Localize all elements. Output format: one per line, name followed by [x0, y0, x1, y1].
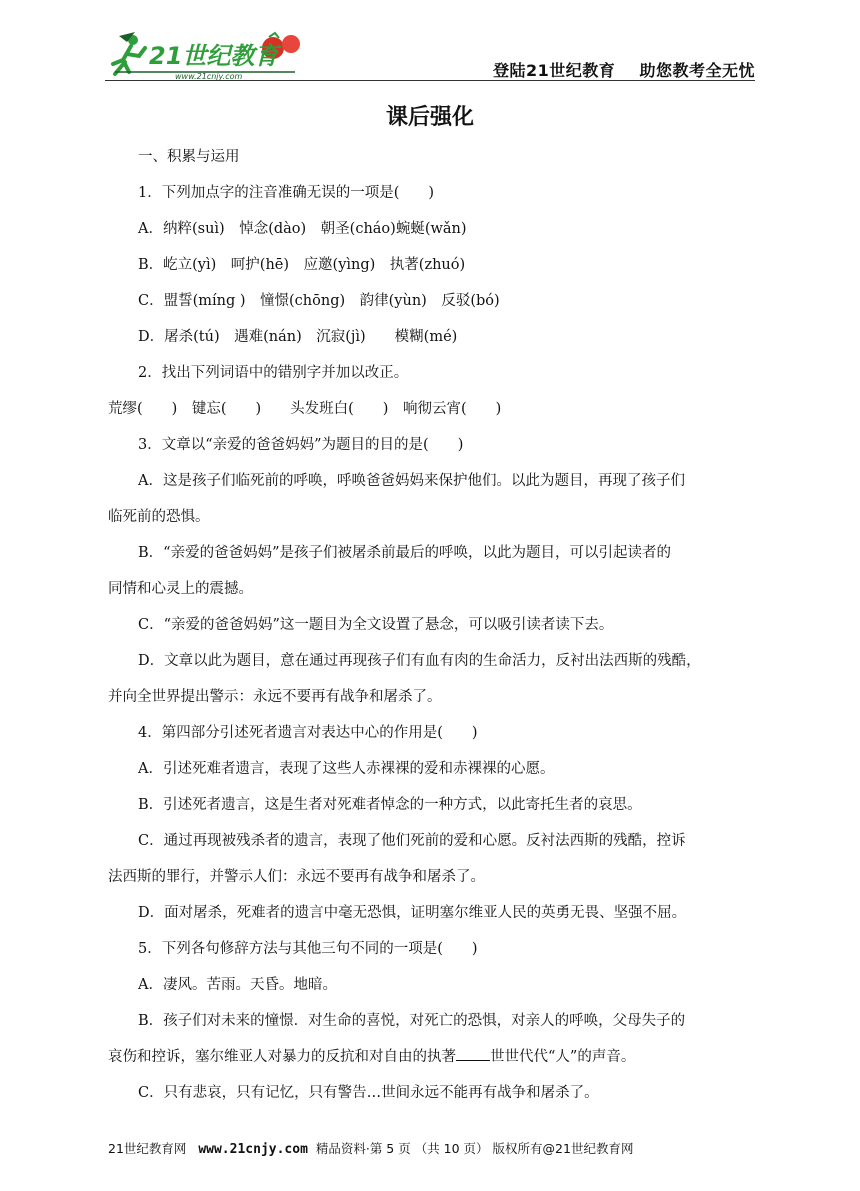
- question-3-option-a-line1: A．这是孩子们临死前的呼唤，呼唤爸爸妈妈来保护他们。以此为题目，再现了孩子们: [138, 473, 685, 489]
- footer-org: 21世纪教育网: [108, 1141, 187, 1156]
- question-3-option-d-line1: D．文章以此为题目，意在通过再现孩子们有血有肉的生命活力，反衬出法西斯的残酷，: [138, 653, 701, 669]
- section-heading: 一、积累与运用: [138, 149, 240, 165]
- header-tagline: 登陆21世纪教育 助您教考全无忧: [492, 61, 755, 80]
- question-1-option-b: B．屹立(yì) 呵护(hē) 应邀(yìng) 执著(zhuó): [138, 257, 466, 273]
- runner-icon: [113, 32, 145, 74]
- page-footer: [108, 1139, 758, 1157]
- question-5-option-c: C．只有悲哀，只有记忆，只有警告…世间永远不能再有战争和屠杀了。: [138, 1085, 599, 1101]
- question-4-option-a: A．引述死难者遗言，表现了这些人赤裸裸的爱和赤裸裸的心愿。: [138, 761, 555, 777]
- question-5-option-b-pre: 哀伤和控诉，塞尔维亚人对暴力的反抗和对自由的执著: [108, 1049, 456, 1065]
- question-1-stem: 1．下列加点字的注音准确无误的一项是( ): [138, 185, 435, 201]
- question-1-option-c: C．盟誓(míng ) 憧憬(chōng) 韵律(yùn) 反驳(bó): [138, 293, 500, 309]
- question-3-option-b-line1: B．“亲爱的爸爸妈妈”是孩子们被屠杀前最后的呼唤，以此为题目，可以引起读者的: [138, 545, 671, 561]
- question-3-option-b-line2: 同情和心灵上的震撼。: [108, 581, 253, 597]
- footer-page-info: 精品资料·第 5 页 （共 10 页） 版权所有@21世纪教育网: [315, 1141, 634, 1156]
- question-3-stem: 3．文章以“亲爱的爸爸妈妈”为题目的目的是( ): [138, 437, 464, 453]
- question-4-option-c-line1: C．通过再现被残杀者的遗言，表现了他们死前的爱和心愿。反衬法西斯的残酷，控诉: [138, 833, 686, 849]
- question-1-option-d: D．屠杀(tú) 遇难(nán) 沉寂(jì) 模糊(mé): [138, 329, 458, 345]
- page-title: 课后强化: [385, 105, 474, 130]
- question-2-words: 荒缪( ) 键忘( ) 头发班白( ) 响彻云宵( ): [108, 401, 502, 417]
- question-4-stem: 4．第四部分引述死者遗言对表达中心的作用是( ): [138, 725, 478, 741]
- footer-site: www.21cnjy.com: [198, 1142, 308, 1157]
- question-5-stem: 5．下列各句修辞方法与其他三句不同的一项是( ): [138, 941, 478, 957]
- question-5-option-b-post: 世世代代“人”的声音。: [490, 1049, 636, 1065]
- logo-url: www.21cnjy.com: [175, 72, 243, 80]
- question-1-option-a: A．纳粹(suì) 悼念(dào) 朝圣(cháo)蜿蜒(wǎn): [138, 221, 467, 237]
- question-4-option-d: D．面对屠杀，死难者的遗言中毫无恐惧，证明塞尔维亚人民的英勇无畏、坚强不屈。: [138, 905, 687, 921]
- question-5-option-a: A．凄风。苦雨。天昏。地暗。: [138, 977, 337, 993]
- question-5-option-b-line2: [108, 1046, 758, 1082]
- question-4-option-b: B．引述死者遗言，这是生者对死难者悼念的一种方式，以此寄托生者的哀思。: [138, 797, 642, 813]
- question-2-stem: 2．找出下列词语中的错别字并加以改正。: [138, 365, 409, 381]
- question-4-option-c-line2: 法西斯的罪行，并警示人们：永远不要再有战争和屠杀了。: [108, 869, 485, 885]
- blank-underline: [456, 1046, 490, 1061]
- header-divider: [105, 80, 755, 81]
- question-3-option-d-line2: 并向全世界提出警示：永远不要再有战争和屠杀了。: [108, 689, 442, 705]
- logo-text: 21世纪教育: [149, 42, 279, 70]
- question-5-option-b-line1: B．孩子们对未来的憧憬．对生命的喜悦，对死亡的恐惧，对亲人的呼唤，父母失子的: [138, 1013, 686, 1029]
- question-3-option-c: C．“亲爱的爸爸妈妈”这一题目为全文设置了悬念，可以吸引读者读下去。: [138, 617, 614, 633]
- page-header: [105, 28, 755, 84]
- document-body: [108, 146, 758, 1118]
- site-logo: [105, 28, 305, 80]
- question-3-option-a-line2: 临死前的恐惧。: [108, 509, 210, 525]
